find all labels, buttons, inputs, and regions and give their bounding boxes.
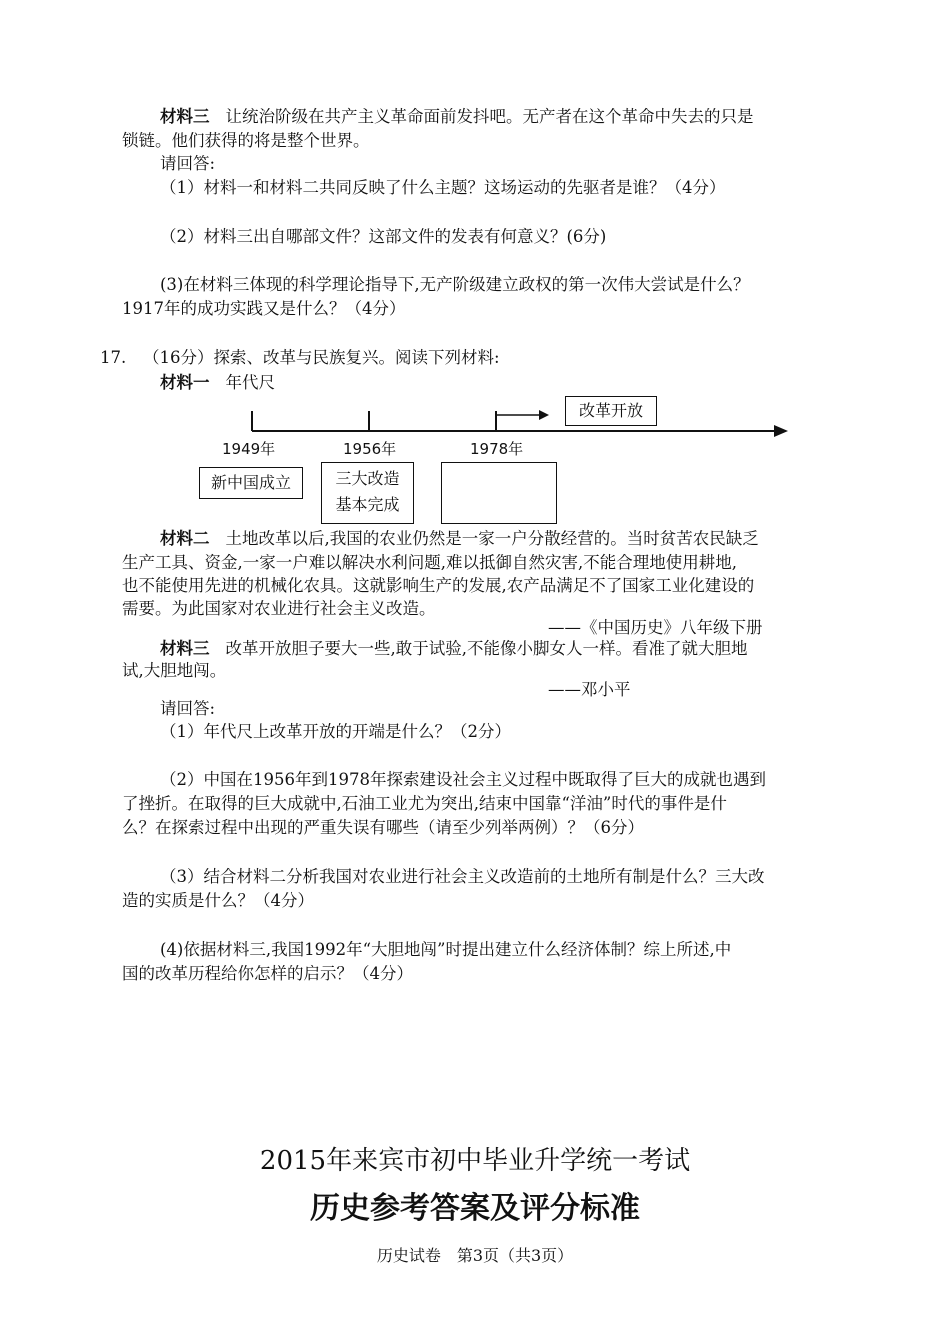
q17-material2-label: 材料二: [160, 529, 210, 548]
q17-material1-label: 材料一: [160, 373, 210, 392]
year-1956: 1956年: [343, 440, 397, 458]
box-new-china: 新中国成立: [199, 467, 303, 499]
answer-title: 2015年来宾市初中毕业升学统一考试: [259, 1146, 691, 1176]
q17-material3-text: 改革开放胆子要大一些,敢于试验,不能像小脚女人一样。看准了就大胆地: [225, 639, 748, 658]
q17-sub2-line3: 么？在探索过程中出现的严重失误有哪些（请至少列举两例）？（6分）: [122, 818, 644, 837]
q17-material2-source: ——《中国历史》八年级下册: [548, 618, 763, 637]
box-three-reforms: [321, 462, 414, 524]
q16-sub3-line2: 1917年的成功实践又是什么？（4分）: [122, 299, 406, 318]
q17-intro: （16分）探索、改革与民族复兴。阅读下列材料:: [143, 348, 500, 367]
q17-material2-line3: 也不能使用先进的机械化农具。这就影响生产的发展,农产品满足不了国家工业化建设的: [122, 576, 755, 595]
timeline-ruler: [0, 0, 950, 540]
q17-material1-text: 年代尺: [225, 373, 275, 392]
answer-subtitle: 历史参考答案及评分标准: [310, 1191, 640, 1226]
year-1949: 1949年: [222, 440, 276, 458]
q17-sub2-line2: 了挫折。在取得的巨大成就中,石油工业尤为突出,结束中国靠“洋油”时代的事件是什: [122, 794, 727, 813]
q17-material3-label: 材料三: [160, 639, 210, 658]
q17-sub3-line2: 造的实质是什么？（4分）: [122, 891, 314, 910]
q16-material3-line2: 锁链。他们获得的将是整个世界。: [122, 131, 370, 150]
q17-sub2-line1: （2）中国在1956年到1978年探索建设社会主义过程中既取得了巨大的成就也遇到: [160, 770, 766, 789]
q17-material2-line4: 需要。为此国家对农业进行社会主义改造。: [122, 599, 436, 618]
q17-material3-source: ——邓小平: [548, 680, 631, 699]
q16-material3-label: 材料三: [160, 107, 210, 126]
q17-sub1: （1）年代尺上改革开放的开端是什么？（2分）: [160, 722, 511, 741]
box-three-reforms-line1: 三大改造: [335, 469, 400, 488]
year-1978: 1978年: [470, 440, 524, 458]
q17-material2-line1: [160, 528, 759, 550]
q17-material3-line1: [160, 638, 748, 660]
q16-sub2: （2）材料三出自哪部文件？这部文件的发表有何意义？(6分): [160, 227, 607, 246]
q17-sub4-line1: (4)依据材料三,我国1992年“大胆地闯”时提出建立什么经济体制？综上所述,中: [160, 940, 732, 959]
box-reform-opening: 改革开放: [565, 396, 657, 426]
q17-sub3-line1: （3）结合材料二分析我国对农业进行社会主义改造前的土地所有制是什么？三大改: [160, 867, 765, 886]
reform-arrowhead: [539, 410, 549, 420]
q17-number: 17.: [100, 348, 127, 367]
box-three-reforms-line2: 基本完成: [335, 495, 400, 514]
q17-sub4-line2: 国的改革历程给你怎样的启示？（4分）: [122, 964, 413, 983]
q17-material3-line2: 试,大胆地闯。: [122, 661, 227, 680]
box-1978-blank: [441, 462, 557, 524]
page-footer: 历史试卷 第3页（共3页）: [376, 1246, 574, 1265]
q16-material3-text: 让统治阶级在共产主义革命面前发抖吧。无产者在这个革命中失去的只是: [225, 107, 754, 126]
q16-sub1: （1）材料一和材料二共同反映了什么主题？这场运动的先驱者是谁？（4分）: [160, 178, 726, 197]
q17-material2-text: 土地改革以后,我国的农业仍然是一家一户分散经营的。当时贫苦农民缺乏: [225, 529, 759, 548]
q17-material2-line2: 生产工具、资金,一家一户难以解决水利问题,难以抵御自然灾害,不能合理地使用耕地,: [122, 553, 737, 572]
q16-sub3-line1: (3)在材料三体现的科学理论指导下,无产阶级建立政权的第一次伟大尝试是什么？: [160, 275, 750, 294]
q17-ask: 请回答:: [160, 699, 216, 718]
q16-ask: 请回答:: [160, 154, 216, 173]
timeline-arrowhead: [774, 425, 788, 437]
